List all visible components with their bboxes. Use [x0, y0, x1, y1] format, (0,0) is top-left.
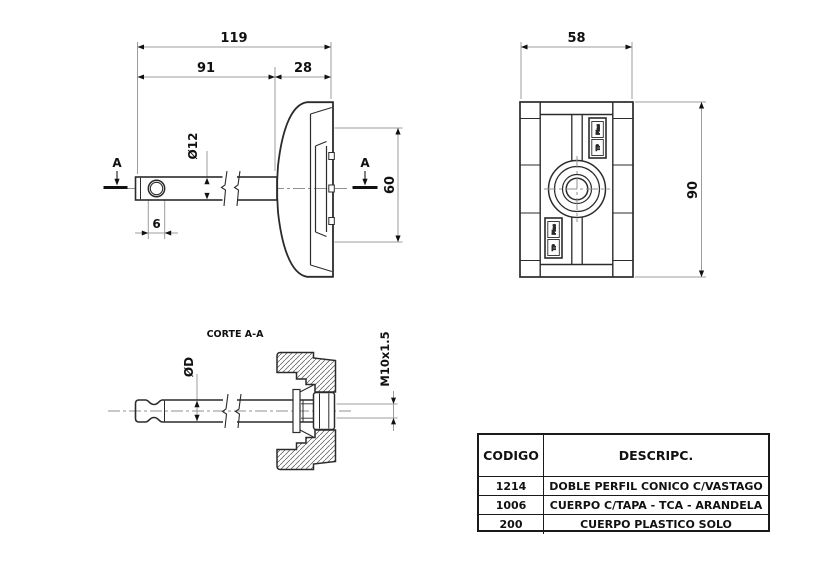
table-row-desc: CUERPO PLASTICO SOLO — [580, 518, 732, 531]
dim-shaft-diameter: Ø12 — [186, 132, 200, 160]
parts-table-header-codigo: CODIGO — [479, 435, 544, 477]
section-marker-label-right: A — [360, 156, 370, 170]
brand-stamp-text: TP — [596, 144, 602, 151]
side-view-shaft — [136, 171, 278, 206]
section-view — [108, 329, 398, 470]
section-view-title: CORTE A-A — [206, 329, 264, 340]
dim-body-depth: 28 — [293, 61, 313, 76]
dim-body-height: 60 — [383, 175, 398, 195]
brand-stamp-text: Plas — [596, 124, 602, 135]
section-marker-label-left: A — [112, 156, 122, 170]
brand-stamp-text: Plas — [552, 224, 558, 235]
brand-stamp-top — [589, 118, 606, 158]
front-view — [520, 31, 706, 277]
brand-stamp-bottom — [545, 218, 562, 258]
dim-shaft-length: 91 — [196, 61, 216, 76]
table-row-desc: DOBLE PERFIL CONICO C/VASTAGO — [544, 477, 768, 496]
table-row-code: 1006 — [479, 496, 544, 515]
dim-hole-width: 6 — [152, 217, 161, 231]
side-view — [104, 31, 403, 278]
dim-thread-spec: M10x1.5 — [378, 331, 392, 387]
side-view-arrowheads — [138, 45, 401, 243]
dim-section-shaft-diameter: ØD — [182, 356, 196, 378]
parts-table-header-descripc: DESCRIPC. — [544, 435, 768, 477]
table-row-code: 1214 — [479, 477, 544, 496]
dim-front-width: 58 — [567, 31, 586, 46]
section-hex-nut — [314, 393, 335, 430]
dim-front-height: 90 — [686, 180, 701, 200]
parts-table — [477, 433, 770, 532]
table-row-desc: CUERPO C/TAPA - TCA - ARANDELA — [544, 496, 768, 515]
table-row-code: 200 — [479, 515, 544, 534]
section-washer — [293, 390, 300, 433]
side-view-knob-body — [277, 101, 334, 277]
side-view-extension-lines — [135, 42, 403, 242]
brand-stamp-text: TP — [552, 244, 558, 251]
dim-total-length: 119 — [220, 31, 248, 46]
